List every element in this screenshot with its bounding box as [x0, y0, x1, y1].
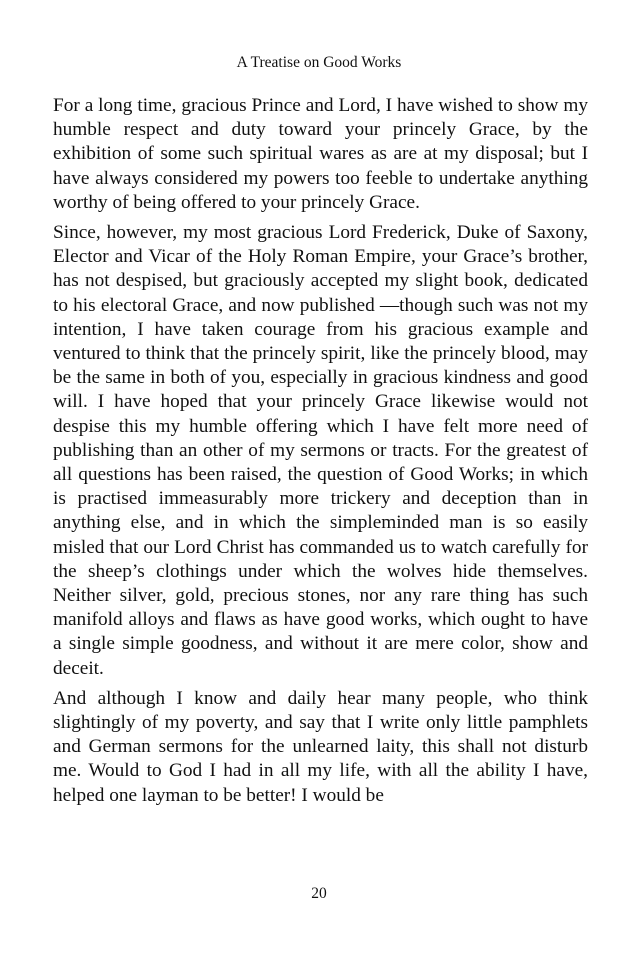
paragraph-1: For a long time, gracious Prince and Lord, I have wished to show my humble respect and duty toward your princely Grace, by the exhibition of some such spiritual wares as are at my disposal; but I have always considered my powers too feeble to undertake anything worthy of being offered to your princely Grace. — [53, 95, 588, 213]
running-head: A Treatise on Good Works — [236, 54, 402, 71]
paragraph-3: And although I know and daily hear many people, who think slightingly of my poverty, and say that I write only little pamphlets and German sermons for the unlearned laity, this shall not disturb me. Would to God I had in all my life, with all the ability I have, helped one layman to be better! I would be — [53, 687, 588, 806]
body-text — [53, 94, 588, 814]
paragraph-2: Since, however, my most gracious Lord Frederick, Duke of Saxony, Elector and Vicar of the Holy Roman Empire, your Grace’s brother, has not despised, but graciously accepted my slight book, dedicated to his electoral Grace, and now published —though such was not my intention, I have taken courage from his gracious example and ventured to think that the princely spirit, like the princely blood, may be the same in both of you, especially in gracious kindness and good will. I have hoped that your princely Grace likewise would not despise this my humble offering which I have felt more need of publishing than an other of my sermons or tracts. For the greatest of all questions has been raised, the question of Good Works; in which is practised immeasurably more trickery and deception than in anything else, and in which the simpleminded man is so easily misled that our Lord Christ has commanded us to watch carefully for the sheep’s clothings under which the wolves hide themselves. Neither silver, gold, precious stones, nor any rare thing has such manifold alloys and flaws as have good works, which ought to have a single simple goodness, and without it are mere color, show and deceit. — [53, 222, 588, 679]
page-number: 20 — [311, 885, 327, 902]
